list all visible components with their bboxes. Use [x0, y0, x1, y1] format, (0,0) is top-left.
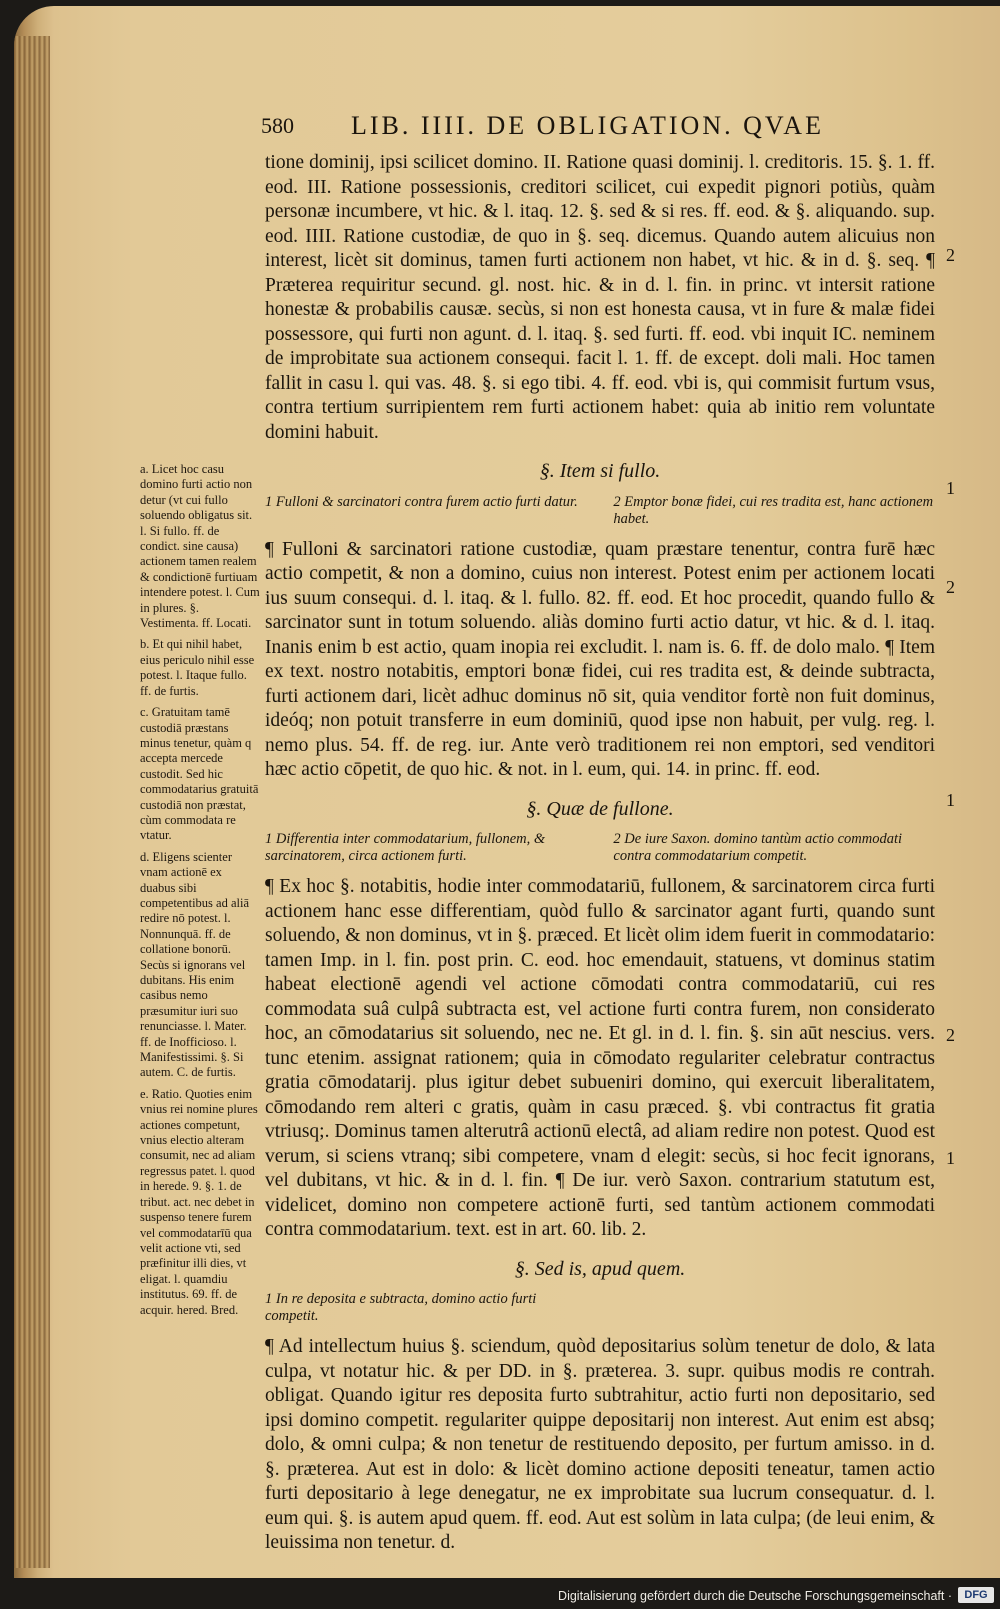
- summary: [265, 1291, 935, 1325]
- paragraph: tione dominij, ipsi scilicet domino. II. Ratione quasi dominij. l. creditoris. 15. §. 1. ff. eod. III. Ratione possessionis, creditori scilicet, cui expedit pignori potiùs, quàm personæ incumbere, vt hic. & l. itaq. 12. §. sed & si res. ff. eod. & §. aliquando. sup. eod. IIII. Ratione custodiæ, de quo in §. seq. dicemus. Quando autem alicuius non interest, licèt sit dominus, tamen furti actionem non habet, vt hic. & in d. §. seq. ¶ Præterea requiritur secund. gl. nost. hic. & in d. l. fin. in princ. vt intersit ratione honestæ & probabilis causæ. secùs, si non est honesta causa, vt in fure & malæ fidei possessore, qui furti non agunt. d. l. itaq. §. sed furti. ff. eod. vbi inquit IC. neminem de improbitate sua actionem consequi. facit l. 1. ff. de except. doli mali. Hoc tamen fallit in casu l. qui vas. 48. §. si ego tibi. 4. ff. eod. vbi is, qui commisit furtum vsus, contra tertium surripientem rem furti actionem habet: quia ab initio rem voluntate domini habuit.: [265, 152, 935, 443]
- summary: [265, 831, 935, 865]
- margin-number: 2: [946, 245, 955, 265]
- footer-bar: [0, 1584, 1000, 1609]
- margin-note: d. Eligens scienter vnam actionē ex duabus sibi competentibus ad aliā redire nō potest. l. Nonnunquā. ff. de collatione bonorū. Secùs si ignorans vel dubitans. His enim casibus nemo præsumitur iuri suo renunciasse. l. Mater. ff. de Inofficioso. l. Manifestissimi. §. Si autem. C. de furtis.: [140, 849, 249, 1080]
- margin-notes: [140, 462, 260, 1324]
- margin-number: 1: [946, 478, 955, 498]
- main-text: [265, 151, 935, 1562]
- margin-number: 1: [946, 790, 955, 810]
- footer-text: Digitalisierung gefördert durch die Deutsche Forschungsgemeinschaft ·: [558, 1589, 952, 1603]
- paragraph: ¶ Ex hoc §. notabitis, hodie inter commodatariū, fullonem, & sarcinatorem circa furti actionem hanc esse differentiam, quòd fullo & sarcinator agant furti, quando sunt soluendo, & non dominus, vt in §. præced. Et licèt olim idem fuerit in commodatario: tamen Imp. in l. fin. post prin. C. eod. hoc emendauit, statuens, vt dominus statim habeat electionē agendi vel actione cōmodati contra commodatariū, cui res commodata suâ culpâ subtracta est, vel actione furti contra furem, non considerato hoc, an cōmodatarius sit soluendo, nec ne. Et gl. in d. l. fin. §. sin aūt nescius. vers. tunc etenim. assignat rationem; quia in cōmodato regulariter celebratur contractus gratia cōmodatarij. plus igitur debet subueniri domino, qui exercuit liberalitatem, cōmodando rem alteri c gratis, quàm in casu præced. §. vbi contractus fit gratia vtriusq;. Dominus tamen alterutrâ actionū electâ, ad aliam redire non potest. Quod est verum, si sciens vtranq; sibi competere, vnam d elegit: secùs, si hoc fecit ignorans, vel dubitans, vt hic. & in d. l. fin. ¶ De iur. verò Saxon. contrarium statutum est, videlicet, domino non competere actionē furti, sed tantùm actionem commodati contra commodatarium. text. est in art. 60. lib. 2.: [265, 876, 935, 1240]
- page-header: [261, 113, 941, 153]
- margin-note: b. Et qui nihil habet, eius periculo nihil esse potest. l. Itaque fullo. ff. de furtis.: [140, 637, 255, 698]
- page-number: 580: [261, 113, 294, 138]
- summary-item: 1 Fulloni & sarcinatori contra furem actio furti datur.: [265, 493, 578, 510]
- summary-item: 1 In re deposita e subtracta, domino actio furti competit.: [265, 1291, 537, 1324]
- summary-item: 2 De iure Saxon. domino tantùm actio commodati contra commodatarium competit.: [613, 831, 903, 864]
- dfg-logo: DFG: [958, 1587, 994, 1603]
- margin-note: a. Licet hoc casu domino furti actio non detur (vt cui fullo soluendo obligatus sit. l. Si fullo. ff. de condict. sine causa) actionem tamen realem & condictionē furtiuam intendere potest. l. Cum in plures. §. Vestimenta. ff. Locati.: [140, 462, 260, 631]
- running-title: LIB. IIII. DE OBLIGATION. QVAE: [351, 111, 824, 140]
- summary-item: 2 Emptor bonæ fidei, cui res tradita est, hanc actionem habet.: [613, 493, 934, 527]
- section-heading: §. Item si fullo.: [539, 460, 661, 482]
- margin-number: 1: [946, 1148, 955, 1168]
- paragraph: ¶ Ad intellectum huius §. sciendum, quòd depositarius solùm tenetur de dolo, & lata culpa, vt notatur hic. & per DD. in §. præterea. 3. supr. quibus modis re contrah. obligat. Quando igitur res deposita furto subtrahitur, actio furti non depositario, sed ipsi domino competit. regulariter quippe depositarij non interest. Aut enim est absq; dolo, & omni culpa; & non tenetur de restituendo deposito, per furtum amisso. in d. §. præterea. Aut est in dolo: & licèt domino actione depositi teneatur, tamen actio furti depositario à lege denegatur, ne ex improbitate sua lucrum consequatur. d. l. eum qui. §. is autem apud quem. ff. eod. Aut est solùm in lata culpa; (de leui enim, & leuissima non tenetur. d.: [265, 1336, 935, 1553]
- margin-number: 2: [946, 577, 955, 597]
- margin-number: 2: [946, 1025, 955, 1045]
- section-heading: §. Sed is, apud quem.: [514, 1257, 686, 1280]
- page-edge: [14, 36, 50, 1568]
- summary: [265, 494, 935, 528]
- margin-note: c. Gratuitam tamē custodiā præstans minus tenetur, quàm q accepta mercede custodit. Sed hic commodatarius gratuitā custodiā non præstat, cùm commodata re vtatur.: [140, 705, 259, 843]
- section-heading: §. Quæ de fullone.: [526, 797, 674, 820]
- paragraph: ¶ Fulloni & sarcinatori ratione custodiæ, quam præstare tenentur, contra furē hæc actio competit, & non a domino, cuius non interest. Potest enim per actionem locati ius suum consequi. d. l. itaq. & l. fullo. 82. ff. eod. Et hoc procedit, quando fullo & sarcinator sunt in totum soluendo. aliàs domino furti actio datur, vt hic. & d. l. itaq. Inanis enim b est actio, quam inopia rei excludit. l. nam is. 6. ff. de dolo malo. ¶ Item ex text. nostro notabitis, emptori bonæ fidei, cui res tradita est, & deinde subtracta, furti actionem dari, licèt adhuc dominus nō sit, quia venditor fortè non fuit dominus, ideóq; non potuit transferre in eum dominiū, quod ipse non habuit, per vulg. reg. l. nemo plus. 54. ff. de reg. iur. Ante verò traditionem rei non emptori, sed venditori hæc actio cōpetit, de quo hic. & not. in l. eum, qui. 14. in princ. ff. eod.: [265, 538, 935, 780]
- summary-item: 1 Differentia inter commodatarium, fullonem, & sarcinatorem, circa actionem furti.: [265, 831, 546, 864]
- margin-note: e. Ratio. Quoties enim vnius rei nomine plures actiones competunt, vnius electio alteram consumit, nec ad aliam regressus patet. l. quod in herede. 9. §. 1. de tribut. act. nec debet in suspenso tenere furem vel commodatarīū qua velit actione vti, sed præfinitur illi dies, vt eligat. l. quamdiu institutus. 69. ff. de acquir. hered. Bred.: [140, 1086, 258, 1317]
